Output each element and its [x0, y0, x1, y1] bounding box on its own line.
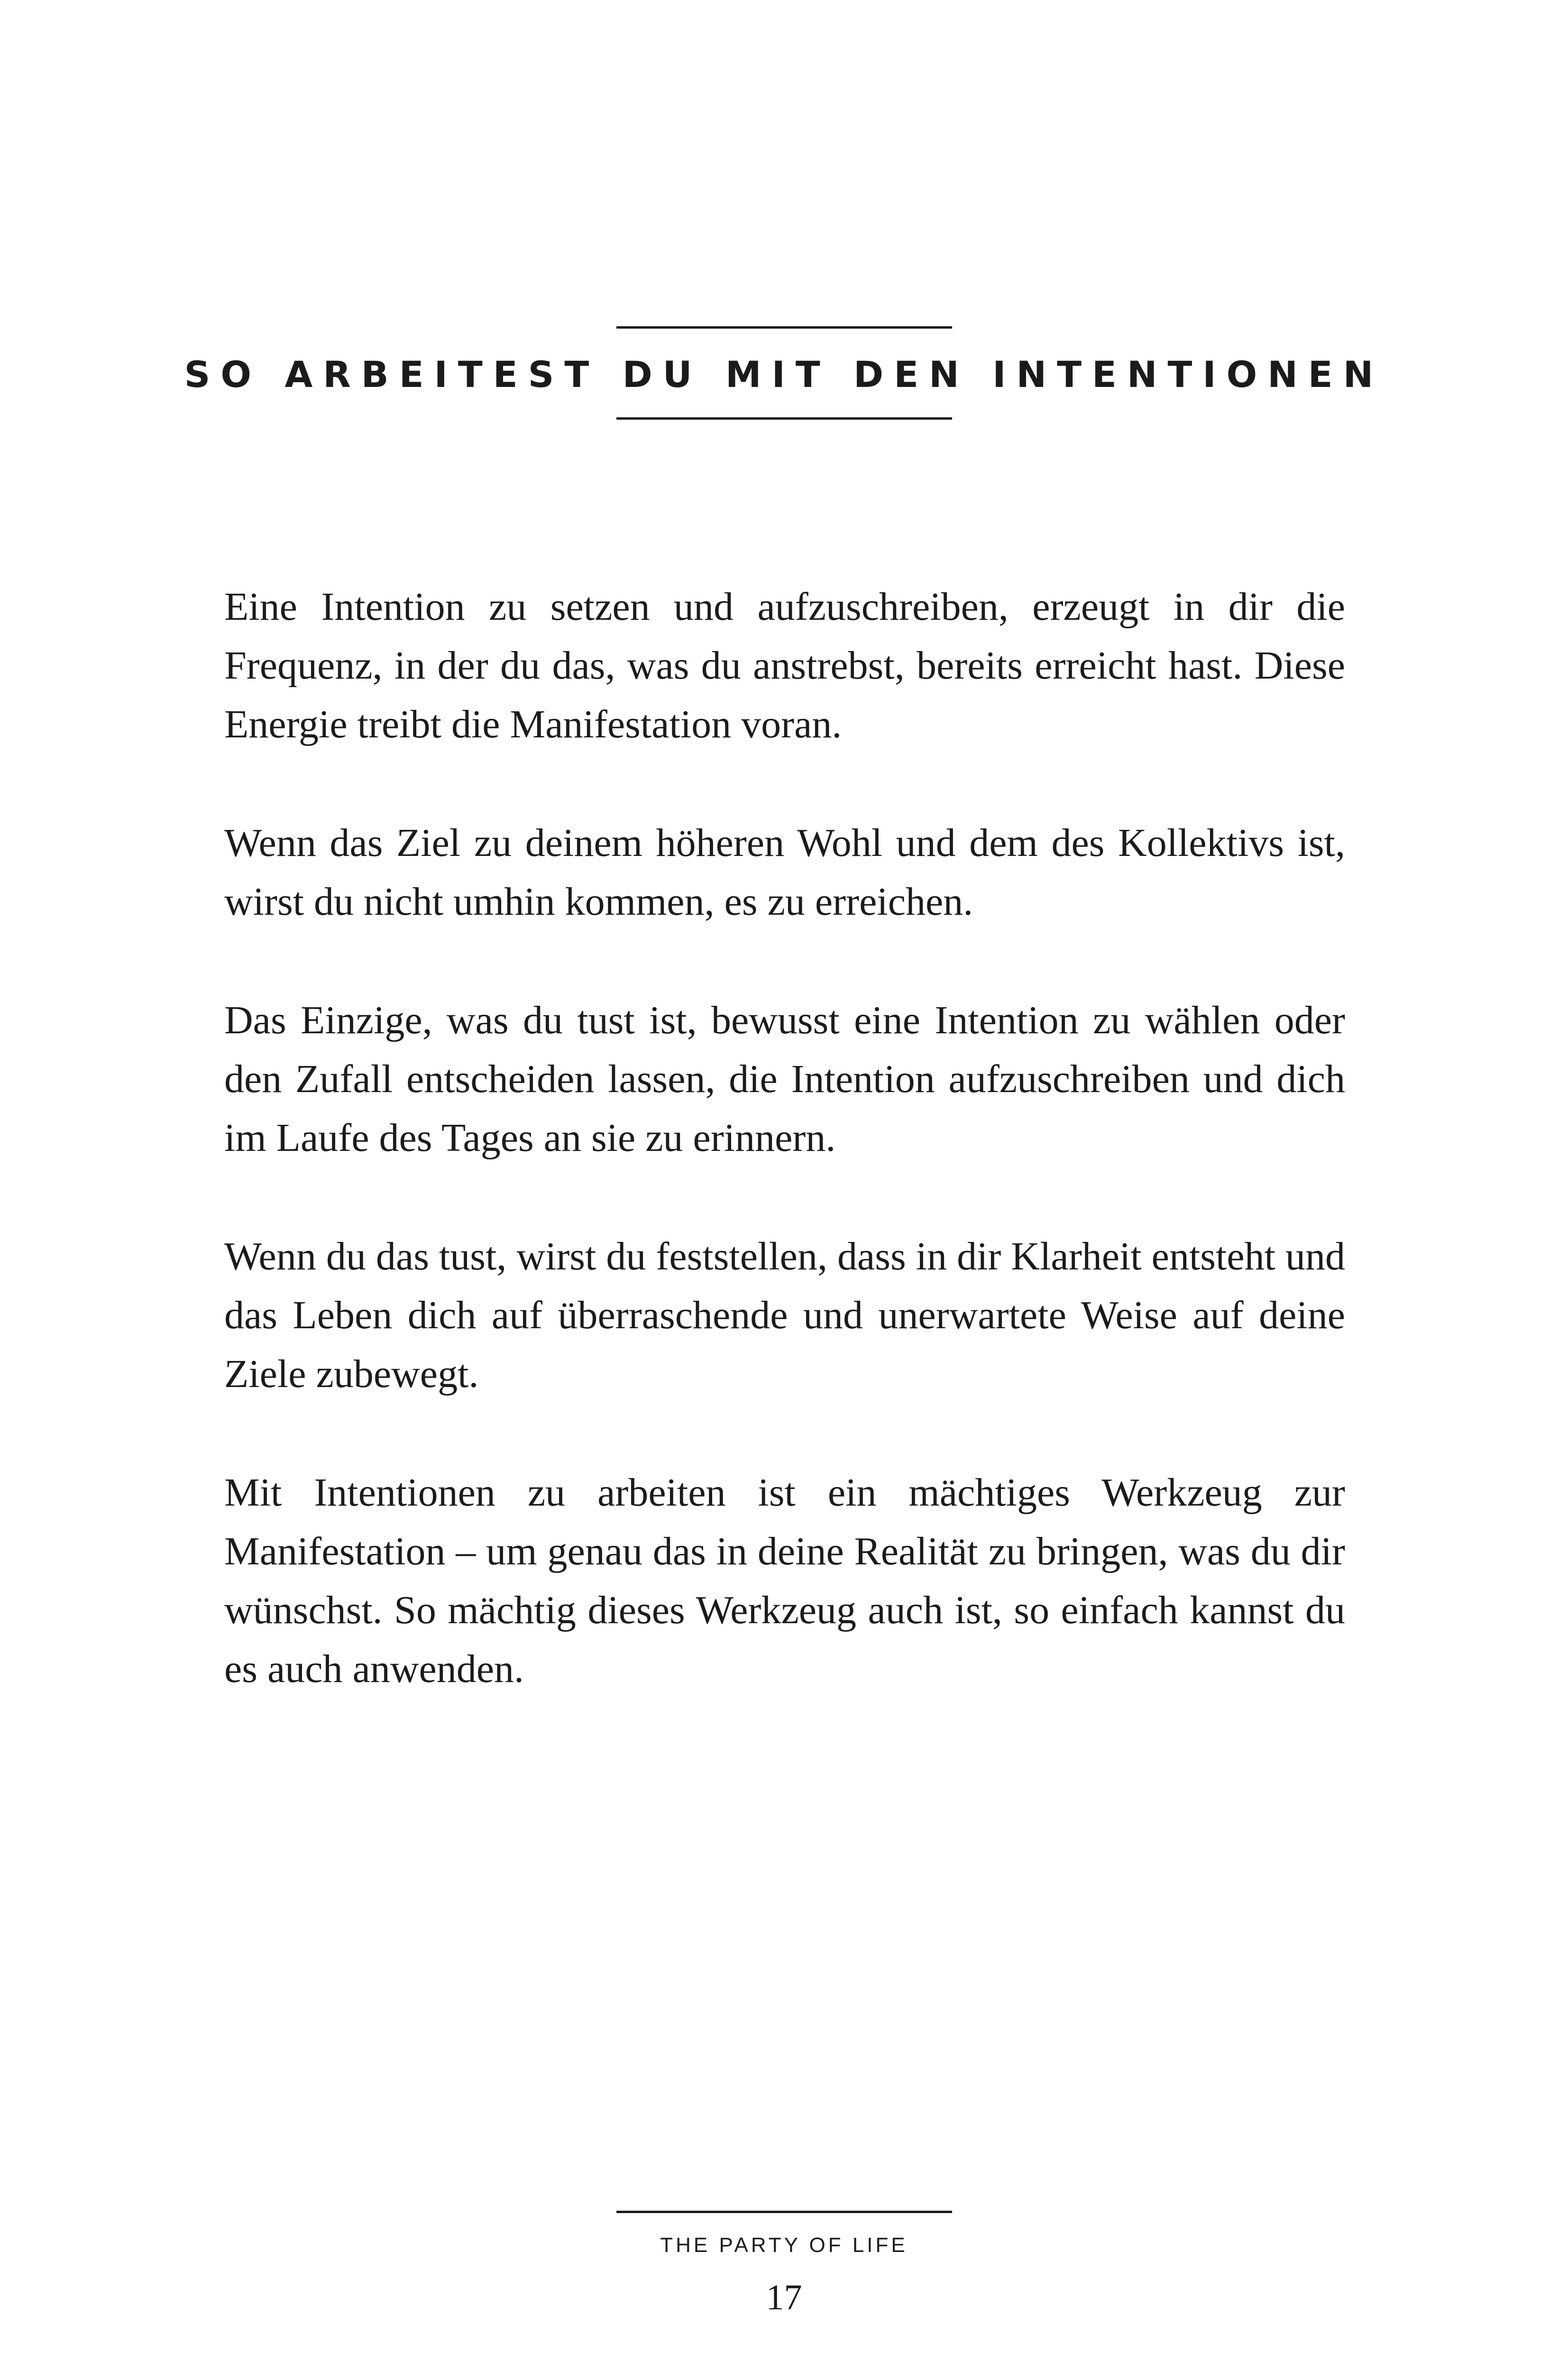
chapter-heading: SO ARBEITEST DU MIT DEN INTENTIONEN [184, 353, 1384, 395]
paragraph-4: Wenn du das tust, wirst du feststellen, dass in dir Klarheit entsteht und das Leben dich auf überraschende und unerwartete Weise auf deine Ziele zubewegt. [224, 1234, 1345, 1396]
body-text [224, 578, 1345, 1758]
footer-rule [616, 2211, 952, 2213]
heading-rule-bottom [616, 417, 952, 420]
paragraph-3: Das Einzige, was du tust ist, bewusst eine Intention zu wählen oder den Zufall entscheiden lassen, die Intention aufzuschreiben und dich im Laufe des Tages an sie zu erinnern. [224, 998, 1345, 1160]
page-number: 17 [766, 2278, 802, 2317]
paragraph-2: Wenn das Ziel zu deinem höheren Wohl und dem des Kollektivs ist, wirst du nicht umhin kommen, es zu erreichen. [224, 821, 1345, 924]
footer-book-title: THE PARTY OF LIFE [660, 2233, 908, 2257]
paragraph-5: Mit Intentionen zu arbeiten ist ein mächtiges Werkzeug zur Manifestation – um genau das in deine Realität zu bringen, was du dir wünschst. So mächtig dieses Werkzeug auch ist, so einfach kannst du es auch anwenden. [224, 1470, 1345, 1691]
heading-rule-top [616, 326, 952, 329]
paragraph-1: Eine Intention zu setzen und aufzuschreiben, erzeugt in dir die Frequenz, in der du das, was du anstrebst, bereits erreicht hast. Diese Energie treibt die Manifestation voran. [224, 585, 1345, 746]
